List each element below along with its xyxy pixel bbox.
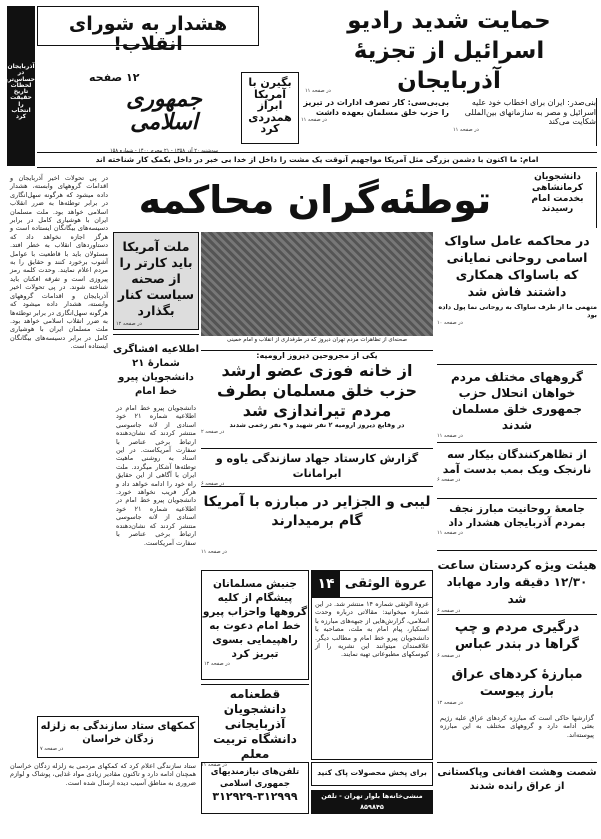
main-headline: توطئه‌گران محاکمه — [138, 178, 492, 222]
photo-caption: صحنه‌ای از تظاهرات مردم تهران دیروز که در طرفداری از انقلاب و امام خمینی — [226, 337, 408, 343]
main-headline-box — [113, 172, 517, 228]
banisadr-text: بنی‌صدر: ایران برای اخطاب خود علیه اسرائیل و مصر به سازمانهای بین‌المللی شکایت می‌کند — [464, 98, 596, 127]
help-box — [37, 716, 199, 758]
urmia-kicker: یکی از مجروحین دیروز ارومیه: — [256, 351, 378, 360]
urmia-sub: در وقایع دیروز ارومیه ۲ نفر شهید و ۹ نفر زخمی شدند — [229, 420, 405, 429]
iraq-headline: مبارزهٔ کردهای عراق بارز پیوست — [451, 667, 583, 699]
bbc-text: بی‌بی‌سی: کار تصرف ادارات در تبریز را حزب خلق مسلمان بعهده داشت — [303, 98, 449, 117]
kurdistan-headline: هیئت ویژه کردستان ساعت ۱۲/۳۰ دقیقه وارد مهاباد شد — [437, 558, 597, 606]
libya-story — [201, 486, 433, 566]
libya-headline: لیبی و الجزایر در مبارزه با آمریکا گام برمیدارند — [203, 494, 431, 529]
ad-line1: تلفن‌های نیازمندیهای جمهوری اسلامی — [210, 767, 300, 789]
urwah-header — [312, 571, 432, 598]
groups-story — [437, 364, 597, 440]
bottom-left-body: ستاد سازندگی اعلام کرد که کمکهای مردمی به زلزله زدگان خراسان همچنان ادامه دارد و تاکنون مقادیر زیادی مواد غذایی، پوشاک و لوازم ضروری به مناطق آسیب دیده ارسال شده است. — [10, 762, 196, 787]
top-left-headline: هشدار به شورای انقلاب! — [68, 13, 228, 55]
nation-box — [113, 232, 199, 330]
jahad-headline: گزارش کارستاد جهاد سازندگی یاوه و ابرامانات — [215, 452, 419, 480]
movement-headline: جنبش مسلمانان پیشگام از کلیه گروهها واحزاب پیرو خط امام دعوت به راهپیمایی بسوی تبریز کرد — [202, 578, 308, 660]
grenade-story — [437, 442, 597, 496]
conflict-headline: درگیری مردم و چپ گراها در بندر عباس — [454, 620, 580, 652]
conflict-story — [437, 614, 597, 664]
grenade-headline: از تظاهرکنندگان بیکار سه نارنجک ویک بمب بدست آمد — [442, 448, 592, 476]
side-strip-word: آذربایجان — [7, 63, 35, 70]
contact-text: منشی‌خانه‌ها بلوار تهران - تلفن ۸۵۹۸۴۵ — [321, 792, 423, 811]
resolution-ref: در صفحه ۱۱ — [201, 762, 227, 768]
urmia-story — [201, 350, 433, 446]
side-strip-word: در — [17, 69, 25, 77]
najaf-story — [437, 498, 597, 548]
students-note-box — [519, 172, 597, 228]
afghan-headline: شصت وهشت افغانی وپاکستانی از عراق رانده شدند — [437, 767, 597, 792]
movement-ref: در صفحه ۱۲ — [204, 661, 230, 667]
iraq-ref: در صفحه ۱۲ — [437, 700, 463, 706]
side-strip-word: انتخاب کرد — [11, 107, 31, 121]
nation-box-text: ملت آمریکا باید کارتر را از صحنه سیاست کنار بگذارد — [117, 239, 195, 318]
side-strip-word: تاریخ — [13, 88, 29, 96]
right-bottom-body: گزارشها حاکی است که مبارزه کردهای عراق علیه رژیم بعثی ادامه دارد و گروههای مختلف به این مبارزه پیوسته‌اند. — [440, 714, 594, 739]
top-right-ref: در صفحه ۱۱ — [305, 88, 331, 94]
help-headline: کمکهای ستاد سازندگی به زلزله زدگان خراسان — [40, 721, 196, 745]
top-right-headline-box — [301, 6, 597, 94]
nation-box-ref: در صفحه ۱۲ — [116, 321, 142, 327]
urmia-headline: از خانه فوزی عضو ارشد حزب خلق مسلمان بطرف مردم تیراندازی شد — [217, 360, 417, 420]
banner-text: امام: ما اکنون با دشمن بزرگی مثل آمریکا مواجهیم آنوقت یک مشت را داخل از خدا بی خبر در داخل بکمک کار شناخته اند — [95, 155, 539, 164]
top-left-headline-box — [37, 6, 259, 55]
mid-left-body: دانشجویان پیرو خط امام در اطلاعیه شماره ۲۱ خود اسنادی از لانه جاسوسی منتشر کردند که نشان‌دهنده ارتباط برخی عناصر با سفارت آمریکاست. در این اسناد به روشنی ماهیت توطئه‌ها آشکار میگردد. ملت ایران با آگاهی از این حقایق راه خود را ادامه خواهد داد و هرگز فریب نخواهد خورد. دانشجویان پیرو خط امام در اطلاعیه شماره ۲۱ خود اسنادی از لانه جاسوسی منتشر کردند که نشان‌دهنده ارتباط برخی عناصر با سفارت آمریکاست. — [116, 404, 196, 547]
resolution-headline: قطعنامه دانشجویان آذربایجانی دانشگاه تربیت معلم — [213, 687, 297, 761]
bbc-ref: در صفحه ۱۱ — [301, 117, 327, 124]
movement-box — [201, 570, 309, 680]
newspaper-logo: جمهوری اسلامی — [126, 85, 202, 135]
boxed-note-text: بگیرن با آمریکا ابراز همدردی کرد — [248, 76, 292, 136]
contact-box — [311, 790, 433, 814]
savak-sub: متهمی ما از طرف ساواک به روحانی نما پول داده بود — [438, 303, 597, 319]
urwah-body: عروة الوثقی شماره ۱۴ منتشر شد. در این شماره میخوانید: مقالاتی درباره وحدت اسلامی، گزارش‌هایی از جبهه‌های مبارزه با استکبار، پیام امام به ملت، مصاحبه با دانشجویان پیرو خط امام و مطالب دیگر. علاقمندان میتوانند این نشریه را از کیوسکهای مطبوعاتی تهیه نمایند. — [315, 600, 429, 659]
kurdistan-ref: در صفحه ۶ — [437, 608, 461, 614]
banisadr-ref: در صفحه ۱۱ — [453, 126, 479, 133]
jahad-story — [201, 448, 433, 487]
left-column-text: در پی تحولات اخیر آذربایجان و اقدامات گروههای وابسته، هشدار داده میشود که هرگونه سهل‌انگاری در برابر توطئه‌ها به ضرر انقلاب اسلامی خواهد بود. ملت مسلمان ایران با هوشیاری کامل در برابر دسیسه‌های بیگانگان ایستاده است و هرگز اجازه نخواهد داد که دستاوردهای انقلاب به خطر افتد. مسئولان باید با قاطعیت با عوامل آشوب برخورد کنند و حقایق را به مردم اعلام نمایند. وحدت کلمه رمز پیروزی است و تفرقه افکنان باید شناخته شوند. در پی تحولات اخیر آذربایجان و اقدامات گروههای وابسته، هشدار داده میشود که هرگونه سهل‌انگاری در برابر توطئه‌ها به ضرر انقلاب اسلامی خواهد بود. ملت مسلمان ایران با هوشیاری کامل در برابر دسیسه‌های بیگانگان ایستاده است. — [10, 174, 108, 351]
resolution-story — [201, 684, 309, 768]
urwah-box — [311, 570, 433, 760]
side-strip-word: حقیقت را — [10, 94, 32, 108]
boxed-note — [241, 72, 299, 144]
najaf-ref: در صفحه ۱۱ — [437, 530, 463, 536]
bbc-item — [301, 98, 449, 146]
masthead — [89, 71, 239, 154]
front-photo — [201, 232, 433, 336]
side-strip-word: حساس‌ترین — [0, 75, 35, 83]
kurdistan-story — [437, 550, 597, 612]
banner-line — [37, 152, 597, 168]
dateline: سه‌شنبه ۲۰ آذر ۱۳۵۸ - ۲۱ محرم ۱۴۰۰ - شماره ۱۵۸ — [109, 147, 219, 154]
page-count: ۱۲ صفحه — [89, 71, 140, 84]
side-strip — [0, 6, 35, 166]
top-right-headline: حمایت شدید رادیو اسرائیل از تجزیهٔ آذربایجان — [347, 8, 551, 94]
conflict-ref: در صفحه ۶ — [437, 653, 461, 659]
students-notice-text: اطلاعیه افشاگری شمارهٔ ۲۱ دانشجویان پیرو خط امام — [112, 344, 199, 397]
urmia-ref: در صفحه ۲ — [201, 428, 225, 435]
afghan-story — [437, 762, 597, 796]
subscribe-box — [311, 762, 433, 786]
savak-story — [437, 232, 597, 362]
grenade-ref: در صفحه ۶ — [437, 477, 461, 483]
libya-ref: در صفحه ۱۱ — [201, 549, 227, 555]
savak-ref: در صفحه ۱۰ — [437, 319, 463, 326]
banisadr-item — [453, 98, 597, 146]
students-notice — [113, 334, 199, 400]
subscribe-text: برای پخش محصولات پاک کنید — [317, 768, 427, 777]
help-ref: در صفحه ۷ — [40, 746, 64, 752]
najaf-headline: جامعهٔ روحانیت مبارز نجف بمردم آذربایجان هشدار داد — [448, 503, 586, 529]
jahad-ref: در صفحه ۶ — [201, 481, 225, 487]
urwah-number: ۱۴ — [312, 571, 340, 597]
ad-box — [201, 762, 309, 814]
savak-headline: در محاکمه عامل ساواک اسامی روحانی نمایانی که باساواک همکاری داشتند فاش شد — [444, 233, 590, 299]
students-note: دانشجویان کرمانشاهی بخدمت امام رسیدند — [531, 172, 584, 215]
groups-headline: گروههای مختلف مردم خواهان انحلال حزب جمهوری خلق مسلمان شدند — [450, 370, 584, 432]
ad-phone: ۳۱۲۹۲۹-۳۱۲۹۹۹ — [212, 790, 298, 803]
groups-ref: در صفحه ۱۱ — [437, 433, 463, 439]
iraq-story — [437, 666, 597, 710]
side-strip-word: لحظات — [10, 81, 32, 89]
urwah-title: عروة الوثقی — [344, 576, 428, 591]
